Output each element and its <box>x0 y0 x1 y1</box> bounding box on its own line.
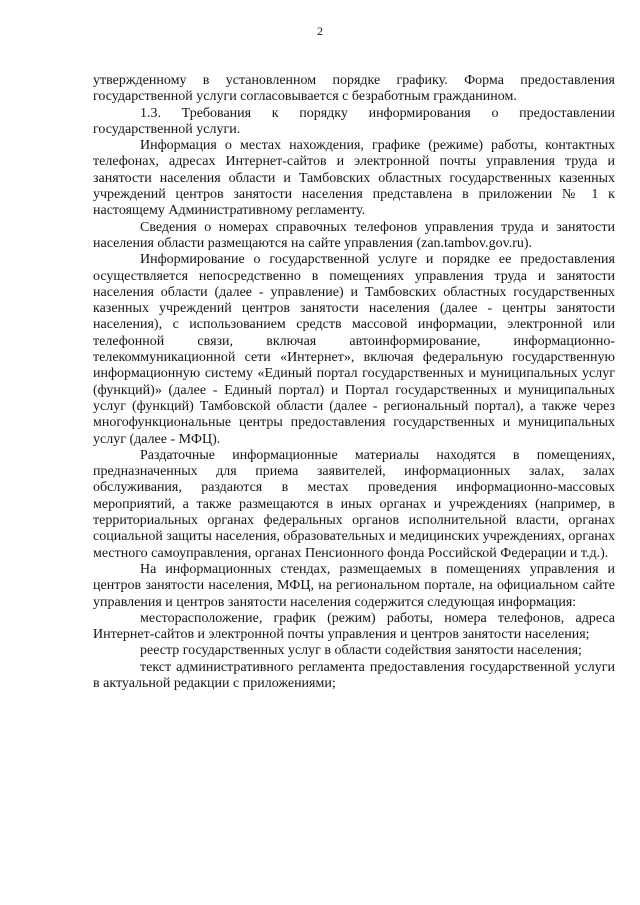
paragraph-contact-info: Информация о местах нахождения, графике (режиме) работы, контактных телефонах, адресах Интернет-сайтов и электронной почты управления труда и занятости населения области и Тамбовских областных государственных казенных учреждений центров занятости населения представлена в приложении № 1 к настоящему Административному регламенту. <box>93 138 615 219</box>
list-item-regulation-text: текст административного регламента предоставления государственной услуги в актуальной редакции с приложениями; <box>93 659 615 691</box>
list-item-services-registry: реестр государственных услуг в области содействия занятости населения; <box>140 643 582 659</box>
paragraph-section-1-3-heading: 1.3. Требования к порядку информирования о предоставлении государственной услуги. <box>93 105 615 137</box>
paragraph-handout-materials: Раздаточные информационные материалы находятся в помещениях, предназначенных для приема заявителей, информационных залах, залах обслуживания, раздаются в местах проведения информационно-массовых мероприятий, а также размещаются в иных органах и учреждениях (например, в территориальных органах федеральных органов исполнительной власти, органах социальной защиты населения, образовательных и медицинских учреждениях, органах местного самоуправления, органах Пенсионного фонда Российской Федерации и т.д.). <box>93 447 615 561</box>
list-item-location-schedule: месторасположение, график (режим) работы, номера телефонов, адреса Интернет-сайтов и электронной почты управления и центров занятости населения; <box>93 610 615 643</box>
paragraph-informing-channels: Информирование о государственной услуге и порядке ее предоставления осуществляется непосредственно в помещениях управления труда и занятости населения области (далее - управление) и Тамбовских областных государственных казенных учреждений центров занятости населения (далее - центры занятости населения), с использованием средств массовой информации, электронной или телефонной связи, включая автоинформирование, информационно-телекоммуникационной сети «Интернет», включая федеральную государственную информационную систему «Единый портал государственных и муниципальных услуг (функций)» (далее - Единый портал) и Портал государственных и муниципальных услуг (функций) Тамбовской области (далее - региональный портал), а также через многофункциональные центры предоставления государственных и муниципальных услуг (далее - МФЦ). <box>93 252 615 447</box>
paragraph-info-stands: На информационных стендах, размещаемых в помещениях управления и центров занятости населения, МФЦ, на региональном портале, на официальном сайте управления и центров занятости населения содержится следующая информация: <box>93 561 615 610</box>
paragraph-continuation: утвержденному в установленном порядке графику. Форма предоставления государственной услуги согласовывается с безработным гражданином. <box>93 73 615 105</box>
paragraph-reference-phones: Сведения о номерах справочных телефонов управления труда и занятости населения области размещаются на сайте управления (zan.tambov.gov.ru). <box>93 219 615 251</box>
document-body <box>93 73 615 692</box>
page-number: 2 <box>317 24 323 38</box>
